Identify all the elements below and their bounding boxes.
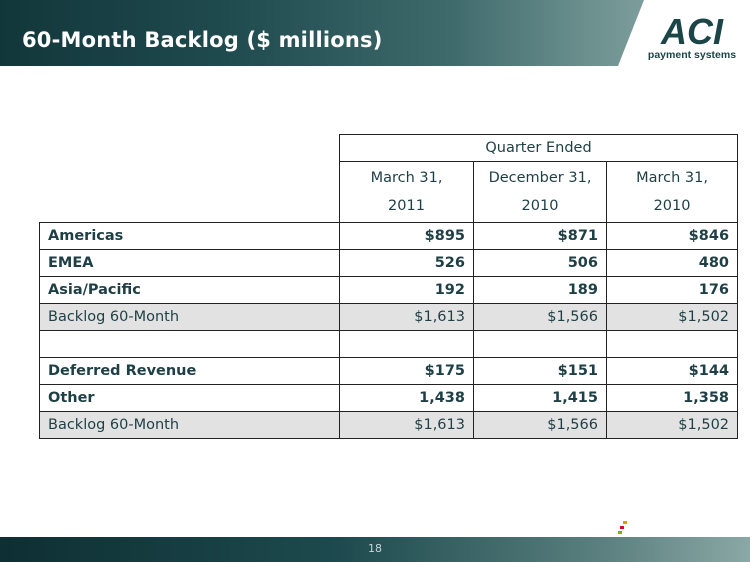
row-label: Americas — [40, 223, 340, 250]
row-value — [474, 331, 607, 358]
page-number: 18 — [368, 542, 382, 555]
row-value: 526 — [340, 250, 474, 277]
row-value: $1,502 — [607, 304, 738, 331]
row-label: Other — [40, 385, 340, 412]
row-label: Deferred Revenue — [40, 358, 340, 385]
table-row — [40, 385, 738, 412]
row-label: Asia/Pacific — [40, 277, 340, 304]
row-value: $1,566 — [474, 412, 607, 439]
table-group-header-row — [40, 135, 738, 162]
table-column-header-row — [40, 162, 738, 223]
row-value: 189 — [474, 277, 607, 304]
row-value — [607, 331, 738, 358]
row-value: 192 — [340, 277, 474, 304]
row-value — [340, 331, 474, 358]
table-row-spacer — [40, 331, 738, 358]
row-value: 480 — [607, 250, 738, 277]
logo-text: payment systems — [647, 49, 737, 61]
row-value: 506 — [474, 250, 607, 277]
row-value: 1,415 — [474, 385, 607, 412]
row-label — [40, 331, 340, 358]
quarter-ended-header: Quarter Ended — [340, 135, 738, 162]
row-label: EMEA — [40, 250, 340, 277]
row-value: $1,502 — [607, 412, 738, 439]
blank-cell — [40, 162, 340, 223]
row-value: 1,358 — [607, 385, 738, 412]
row-value: $175 — [340, 358, 474, 385]
row-value: $871 — [474, 223, 607, 250]
blank-cell — [40, 135, 340, 162]
backlog-table — [39, 134, 738, 439]
logo-mark-text: ACI — [661, 14, 723, 48]
table-row-total — [40, 412, 738, 439]
row-value: $846 — [607, 223, 738, 250]
aci-logo-mark — [648, 14, 736, 48]
table-row — [40, 223, 738, 250]
row-value: $895 — [340, 223, 474, 250]
row-label: Backlog 60-Month — [40, 412, 340, 439]
column-header: December 31, 2010 — [474, 162, 607, 223]
slide-title: 60-Month Backlog ($ millions) — [22, 28, 383, 52]
column-header: March 31, 2011 — [340, 162, 474, 223]
row-label: Backlog 60-Month — [40, 304, 340, 331]
column-header: March 31, 2010 — [607, 162, 738, 223]
logo-dots-icon — [617, 521, 631, 537]
row-value: 1,438 — [340, 385, 474, 412]
row-value: $1,613 — [340, 304, 474, 331]
table-row — [40, 358, 738, 385]
row-value: 176 — [607, 277, 738, 304]
row-value: $144 — [607, 358, 738, 385]
table-row — [40, 277, 738, 304]
row-value: $1,613 — [340, 412, 474, 439]
row-value: $151 — [474, 358, 607, 385]
table-row-total — [40, 304, 738, 331]
row-value: $1,566 — [474, 304, 607, 331]
table-row — [40, 250, 738, 277]
